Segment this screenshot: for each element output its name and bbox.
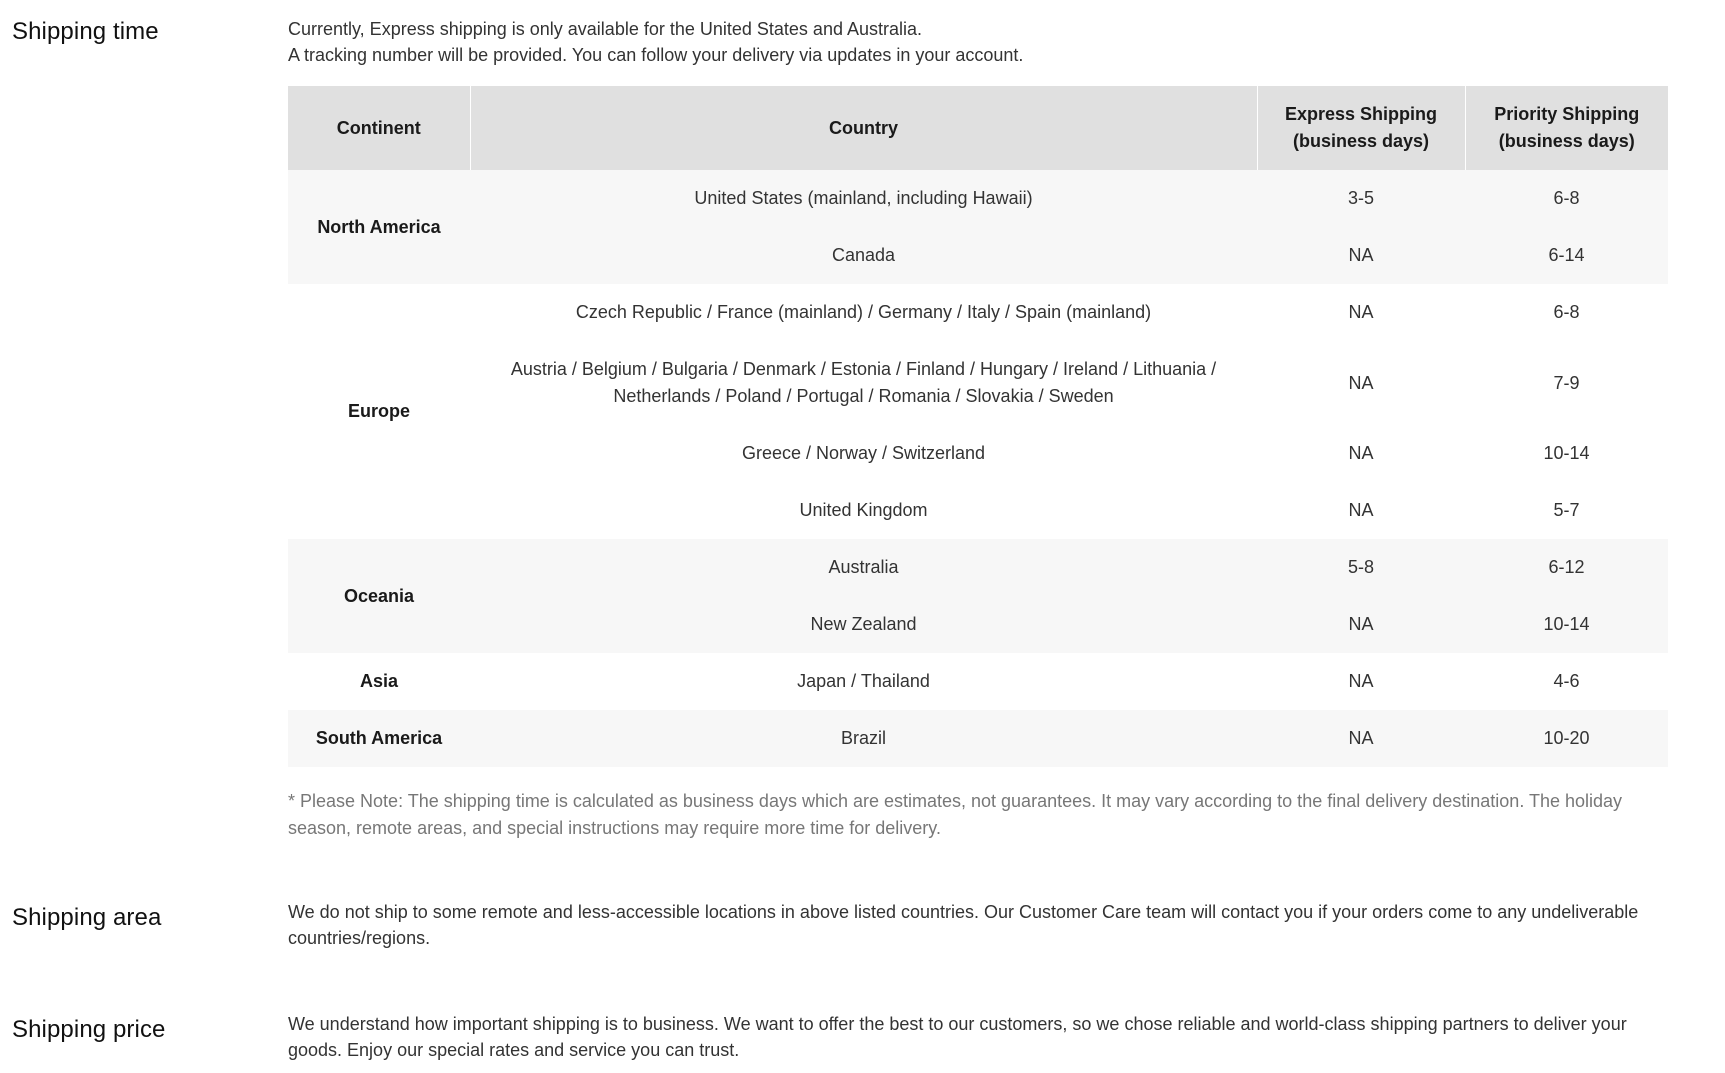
table-row [288, 170, 1668, 227]
table-row [288, 710, 1668, 767]
table-row [288, 653, 1668, 710]
shipping-price-title: Shipping price [12, 1016, 166, 1043]
header-express: Express Shipping (business days) [1257, 86, 1465, 170]
priority-cell: 6-8 [1553, 188, 1580, 208]
group-asia [288, 653, 1668, 710]
express-cell: NA [1348, 614, 1374, 634]
table-header [288, 86, 1668, 170]
table-row [288, 227, 1668, 284]
priority-cell: 5-7 [1553, 500, 1580, 520]
express-cell: NA [1348, 671, 1374, 691]
table-row [288, 341, 1668, 425]
country-cell: Japan / Thailand [797, 671, 930, 691]
express-cell: 5-8 [1347, 557, 1374, 577]
header-priority: Priority Shipping (business days) [1465, 86, 1668, 170]
table-row [288, 482, 1668, 539]
priority-cell: 10-20 [1543, 728, 1590, 748]
express-cell: NA [1348, 443, 1374, 463]
shipping-time-intro [288, 16, 1668, 68]
shipping-price-text: We understand how important shipping is to business. We want to offer the best to our customers, so we chose reliable and world-class shipping partners to deliver your goods. Enjoy our special rates and service you can trust. [288, 1014, 1627, 1060]
table-row [288, 284, 1668, 341]
express-cell: NA [1348, 500, 1374, 520]
country-cell: New Zealand [810, 614, 917, 634]
continent-cell: Asia [359, 671, 399, 691]
express-cell: 3-5 [1347, 188, 1374, 208]
table-row [288, 539, 1668, 596]
priority-cell: 6-14 [1548, 245, 1585, 265]
shipping-area-text: We do not ship to some remote and less-accessible locations in above listed countries. Our Customer Care team will contact you if your orders come to any undeliverable countries/regions. [288, 902, 1639, 948]
intro-line-express: Currently, Express shipping is only available for the United States and Australia. [288, 19, 922, 39]
group-oceania [288, 539, 1668, 653]
shipping-time-title: Shipping time [12, 18, 159, 45]
express-cell: NA [1348, 372, 1374, 393]
header-continent: Continent [288, 86, 470, 170]
country-cell: Brazil [840, 728, 886, 748]
priority-cell: 10-14 [1543, 443, 1590, 463]
table-row [288, 596, 1668, 653]
country-cell: Canada [831, 245, 896, 265]
priority-cell: 10-14 [1543, 614, 1590, 634]
priority-cell: 4-6 [1553, 671, 1580, 691]
express-cell: NA [1348, 245, 1374, 265]
intro-line-tracking: A tracking number will be provided. You can follow your delivery via updates in your account. [288, 45, 1024, 65]
table-header-row [288, 86, 1668, 170]
country-cell: Austria / Belgium / Bulgaria / Denmark / Estonia / Finland / Hungary / Ireland / Lithuania / Netherlands / Poland / Portugal / Romania / Slovakia / Sweden [510, 359, 1217, 406]
express-cell: NA [1348, 728, 1374, 748]
country-cell: United States (mainland, including Hawaii) [694, 188, 1033, 208]
continent-cell: North America [317, 216, 441, 237]
express-cell: NA [1348, 302, 1374, 322]
table-row [288, 425, 1668, 482]
priority-cell: 7-9 [1553, 372, 1580, 393]
group-europe [288, 284, 1668, 539]
country-cell: United Kingdom [799, 500, 928, 520]
shipping-price-body [288, 1011, 1668, 1063]
shipping-area-title: Shipping area [12, 904, 162, 931]
shipping-time-note: * Please Note: The shipping time is calculated as business days which are estimates, not guarantees. It may vary according to the final delivery destination. The holiday season, remote areas, and special instructions may require more time for delivery. [288, 791, 1623, 838]
country-cell: Australia [828, 557, 899, 577]
shipping-area-body [288, 899, 1668, 951]
group-south-america [288, 710, 1668, 767]
priority-cell: 6-8 [1553, 302, 1580, 322]
priority-cell: 6-12 [1548, 557, 1585, 577]
group-north-america [288, 170, 1668, 284]
shipping-time-table [288, 86, 1668, 767]
header-country: Country [470, 86, 1257, 170]
continent-cell: Europe [347, 401, 410, 421]
country-cell: Greece / Norway / Switzerland [741, 443, 986, 463]
country-cell: Czech Republic / France (mainland) / Germany / Italy / Spain (mainland) [575, 302, 1152, 322]
continent-cell: Oceania [343, 585, 415, 606]
continent-cell: South America [315, 728, 443, 748]
